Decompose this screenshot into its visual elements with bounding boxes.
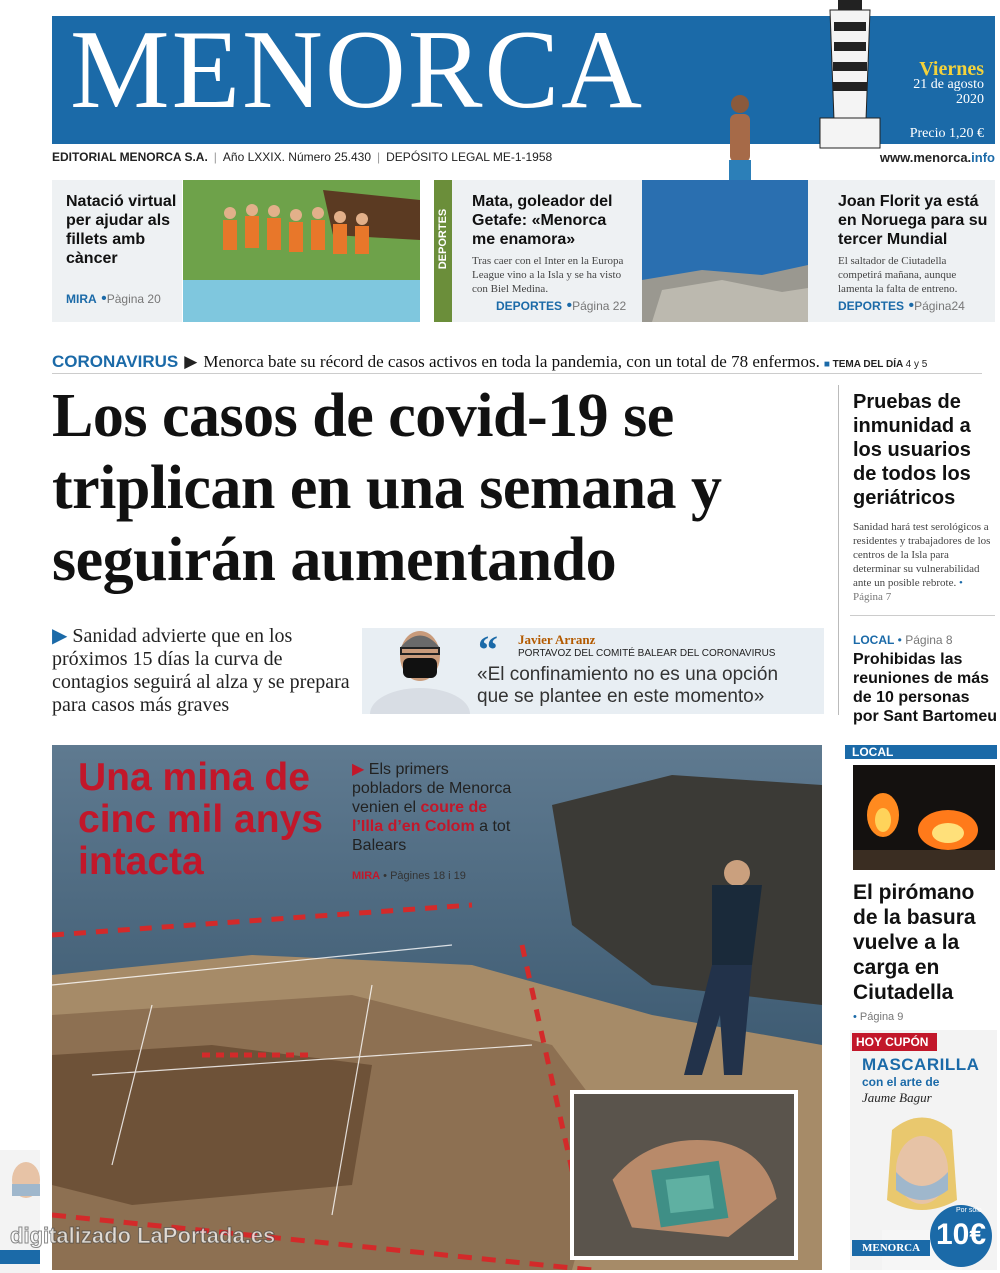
triangle-icon: ▶ bbox=[52, 625, 68, 647]
copper-ore-photo bbox=[570, 1090, 798, 1260]
quote-text: «El confinamiento no es una opción que se plantee en este momento» bbox=[477, 664, 779, 707]
column-divider bbox=[838, 385, 839, 715]
coupon-price: 10€ bbox=[930, 1205, 992, 1267]
divider bbox=[850, 615, 995, 616]
teaser-3-title[interactable]: Joan Florit ya está en Noruega para su tercer Mundial bbox=[838, 193, 988, 248]
teaser-1-title[interactable]: Natació virtual per ajudar als fillets amb càncer bbox=[66, 193, 177, 267]
lead-section-label[interactable]: CORONAVIRUS bbox=[52, 352, 179, 371]
website-link[interactable]: www.menorca.info bbox=[879, 150, 995, 165]
teaser-2-text: Tras caer con el Inter en la Europa League vino a la Isla y se ha visto con Biel Medina. bbox=[472, 255, 624, 295]
teaser-3-ref: DEPORTES •Página24 bbox=[838, 297, 965, 314]
spokesperson-portrait bbox=[365, 618, 475, 714]
coupon-price-label: Por solo bbox=[956, 1207, 982, 1214]
quote-author: Javier Arranz bbox=[518, 632, 596, 647]
issue-day: Viernes bbox=[919, 58, 984, 80]
story-piromano-ref: • Página 9 bbox=[853, 1011, 904, 1023]
main-headline[interactable]: Los casos de covid-19 se triplican en una semana y seguirán aumentando bbox=[52, 382, 722, 594]
cover-price: Precio 1,20 € bbox=[909, 126, 984, 141]
story-geriatricos-title[interactable]: Pruebas de inmunidad a los usuarios de todos los geriátricos bbox=[853, 391, 971, 509]
legal-deposit: DEPÓSITO LEGAL ME-1-1958 bbox=[386, 150, 553, 164]
watermark: digitalizado LaPortada.es bbox=[10, 1223, 276, 1248]
teaser-2-title[interactable]: Mata, goleador del Getafe: «Menorca me enamora» bbox=[472, 193, 613, 248]
issue-date bbox=[913, 78, 984, 107]
triangle-icon: ▶ bbox=[184, 352, 198, 371]
section-tab-label: DEPORTES bbox=[437, 208, 449, 270]
swimmers-photo bbox=[183, 180, 420, 322]
lead-subheadline: ▶ Sanidad advierte que en los próximos 15 días la curva de contagios seguirá al alza y se prepara para casos más graves bbox=[52, 625, 350, 716]
teaser-2-ref: DEPORTES •Página 22 bbox=[496, 297, 627, 314]
quote-mark-icon: “ bbox=[478, 627, 498, 672]
rocky-coast-photo bbox=[642, 180, 808, 322]
issue-number: Año LXXIX. Número 25.430 bbox=[222, 150, 372, 164]
fire-photo bbox=[853, 765, 995, 870]
coupon-subtitle: con el arte de bbox=[862, 1075, 940, 1089]
newspaper-logo[interactable]: MENORCA bbox=[70, 8, 645, 132]
teaser-1-ref: MIRA •Pàgina 20 bbox=[66, 290, 161, 307]
lead-kicker-line bbox=[52, 352, 982, 374]
info-bar: EDITORIAL MENORCA S.A. | Año LXXIX. Número 25.430 | DEPÓSITO LEGAL ME-1-1958 bbox=[52, 150, 553, 164]
publisher-name: EDITORIAL MENORCA S.A. bbox=[52, 150, 208, 164]
issue-date-line2: 2020 bbox=[956, 91, 984, 107]
mina-ref: MIRA • Pàgines 18 i 19 bbox=[352, 870, 466, 882]
story-reuniones-ref: LOCAL • Página 8 bbox=[853, 633, 953, 647]
local-section-label[interactable]: LOCAL bbox=[852, 745, 894, 759]
coupon-badge: HOY CUPÓN bbox=[852, 1033, 937, 1051]
issue-date-line1: 21 de agosto bbox=[913, 77, 984, 92]
mina-headline[interactable]: Una mina de cinc mil anys intacta bbox=[78, 756, 323, 883]
lead-kicker-text: Menorca bate su récord de casos activos en toda la pandemia, con un total de 78 enfermos. bbox=[203, 352, 820, 371]
teaser-3-text: El saltador de Ciutadella competirá mañana, aunque lamenta la falta de entreno. bbox=[838, 255, 958, 295]
mina-summary: ▶ Els primers pobladors de Menorca venien el coure de l’Illa d’en Colom a tot Balears bbox=[352, 761, 512, 854]
coupon-logo: MENORCA bbox=[852, 1240, 930, 1256]
artist-signature: Jaume Bagur bbox=[862, 1090, 932, 1105]
story-piromano-title[interactable]: El pirómano de la basura vuelve a la carga en Ciutadella bbox=[853, 881, 976, 1004]
story-reuniones-title[interactable]: Prohibidas las reuniones de más de 10 personas por Sant Bartomeu bbox=[853, 651, 998, 725]
story-geriatricos-text: Sanidad hará test serológicos a residentes y trabajadores de los centros de la Isla para determinar su vulnerabilidad ante un posible rebrote. • Página 7 bbox=[853, 521, 991, 603]
topic-tag: ■ TEMA DEL DÍA 4 y 5 bbox=[823, 359, 928, 370]
triangle-icon: ▶ bbox=[352, 761, 365, 778]
edge-ad-fragment bbox=[0, 1150, 40, 1273]
lighthouse-icon bbox=[800, 0, 900, 150]
coupon-title: MASCARILLA bbox=[862, 1055, 980, 1074]
quote-author-role: PORTAVOZ DEL COMITÉ BALEAR DEL CORONAVIRUS bbox=[518, 648, 776, 659]
